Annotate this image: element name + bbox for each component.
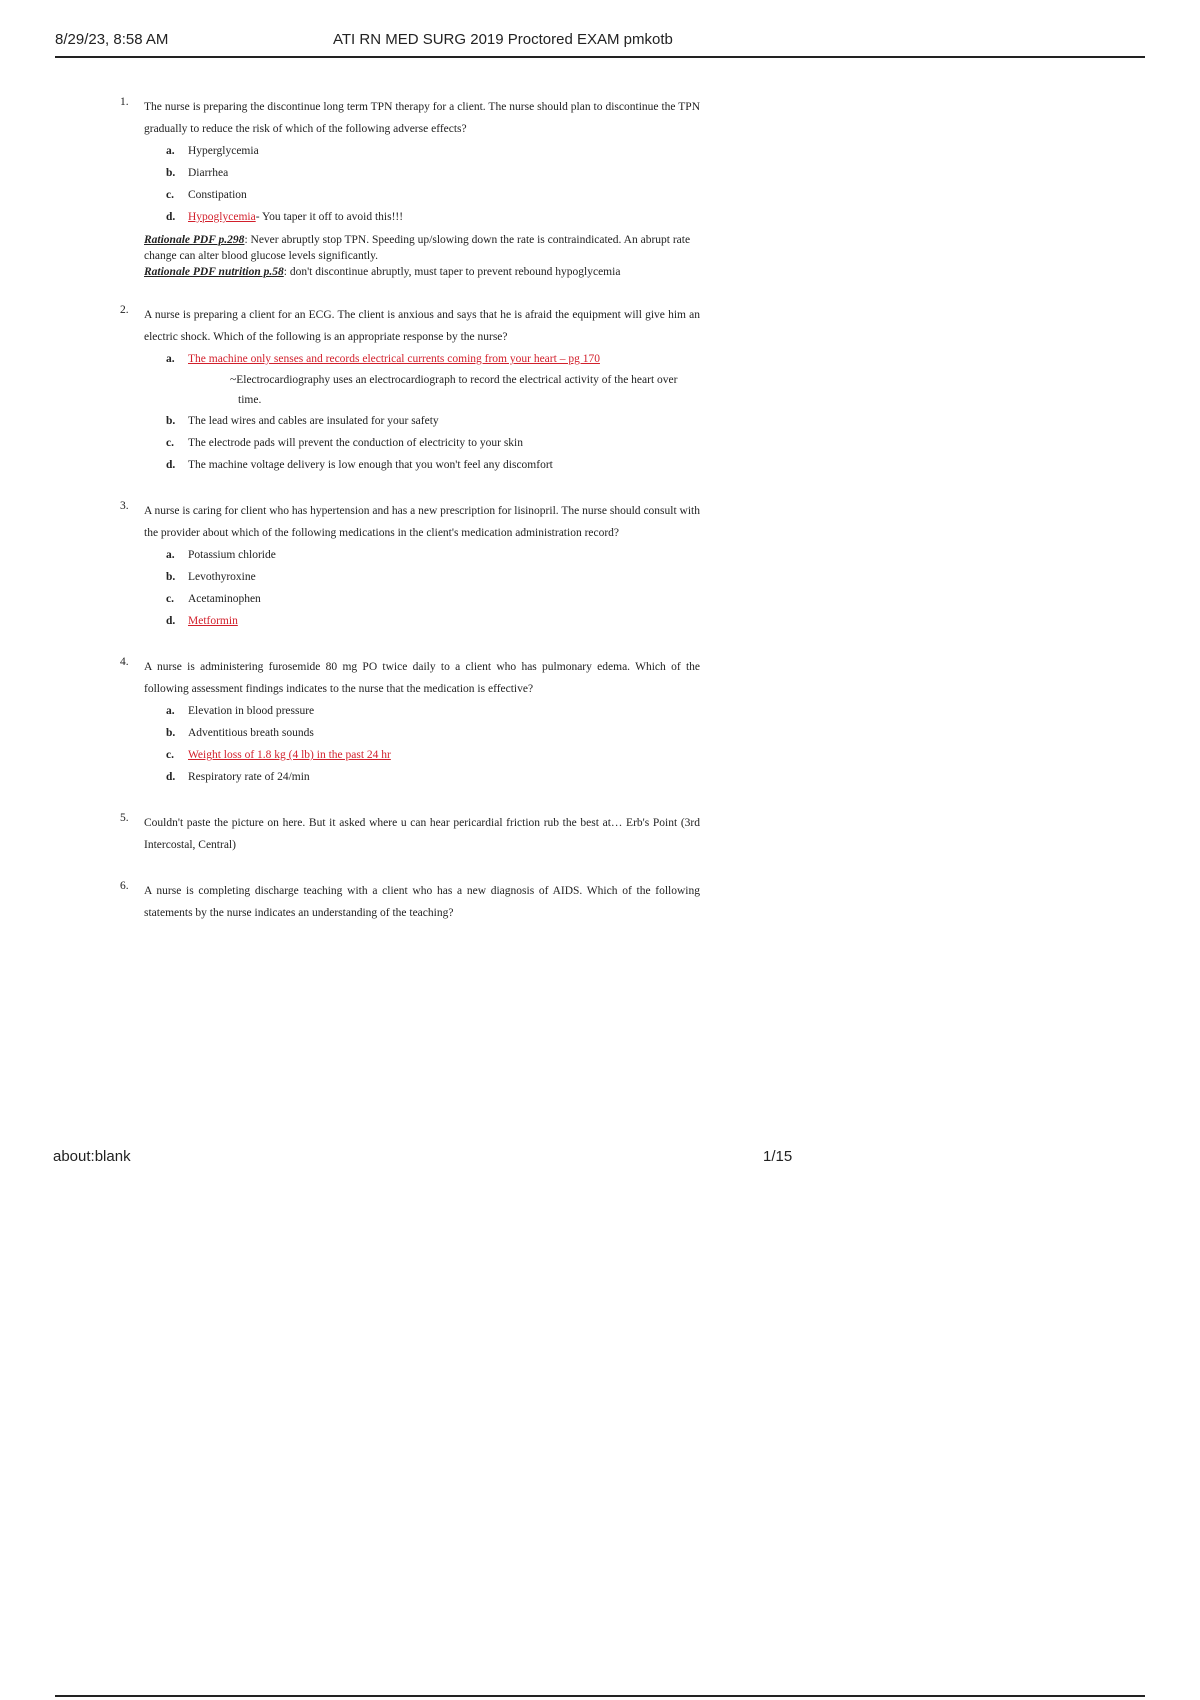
option-letter: b. bbox=[166, 167, 176, 179]
question-5 bbox=[120, 812, 700, 856]
correct-answer-text: Metformin bbox=[188, 615, 238, 627]
option-letter: c. bbox=[166, 189, 174, 201]
option-c-correct bbox=[166, 744, 700, 766]
option-text: Hyperglycemia bbox=[188, 145, 259, 157]
option-text: Elevation in blood pressure bbox=[188, 705, 315, 717]
option-a bbox=[166, 700, 700, 722]
option-letter: c. bbox=[166, 437, 174, 449]
question-stem: A nurse is administering furosemide 80 mg PO twice daily to a client who has pulmonary edema. Which of the following assessment findings indicates to the nurse that the medication is effective? bbox=[144, 661, 700, 695]
option-letter: a. bbox=[166, 353, 175, 365]
option-a bbox=[166, 140, 700, 162]
option-d-correct bbox=[166, 206, 700, 228]
option-letter: c. bbox=[166, 749, 174, 761]
correct-answer-text: Hypoglycemia bbox=[188, 211, 256, 223]
option-letter: d. bbox=[166, 459, 176, 471]
option-letter: b. bbox=[166, 727, 176, 739]
rationale-label: Rationale PDF p.298 bbox=[144, 234, 245, 246]
document-title: ATI RN MED SURG 2019 Proctored EXAM pmkotb bbox=[333, 31, 673, 48]
rationale-label: Rationale PDF nutrition p.58 bbox=[144, 266, 284, 278]
question-6 bbox=[120, 880, 700, 924]
question-3 bbox=[120, 500, 700, 632]
option-text: Levothyroxine bbox=[188, 571, 256, 583]
footer-url: about:blank bbox=[53, 1148, 131, 1165]
print-header bbox=[55, 28, 1145, 58]
correct-answer-text: The machine only senses and records electrical currents coming from your heart – pg 170 bbox=[188, 353, 600, 365]
option-letter: b. bbox=[166, 571, 176, 583]
option-b bbox=[166, 162, 700, 184]
option-letter: d. bbox=[166, 771, 176, 783]
option-text: Potassium chloride bbox=[188, 549, 276, 561]
print-datetime: 8/29/23, 8:58 AM bbox=[55, 31, 169, 48]
option-d bbox=[166, 766, 700, 788]
option-text: Diarrhea bbox=[188, 167, 229, 179]
rationale-text: : don't discontinue abruptly, must taper to prevent rebound hypoglycemia bbox=[283, 266, 621, 278]
option-c bbox=[166, 432, 700, 454]
rationale-text: : Never abruptly stop TPN. Speeding up/slowing down the rate is contraindicated. An abrupt rate change can alter blood glucose levels significantly. bbox=[144, 234, 691, 262]
question-stem: A nurse is preparing a client for an ECG. The client is anxious and says that he is afraid the equipment will give him an electric shock. Which of the following is an appropriate response by the nurse? bbox=[144, 309, 700, 343]
bottom-rule bbox=[55, 1695, 1145, 1697]
option-letter: d. bbox=[166, 211, 176, 223]
question-stem: A nurse is caring for client who has hypertension and has a new prescription for lisinopril. The nurse should consult with the provider about which of the following medications in the client's medication administration record? bbox=[144, 505, 700, 539]
question-stem: A nurse is completing discharge teaching with a client who has a new diagnosis of AIDS. Which of the following statements by the nurse indicates an understanding of the teaching? bbox=[144, 885, 700, 919]
question-number: 2. bbox=[120, 304, 129, 316]
option-text: Respiratory rate of 24/min bbox=[188, 771, 310, 783]
question-2 bbox=[120, 304, 700, 476]
option-letter: a. bbox=[166, 705, 175, 717]
option-text: Acetaminophen bbox=[188, 593, 261, 605]
document-body bbox=[120, 96, 700, 948]
option-d-correct bbox=[166, 610, 700, 632]
question-stem: The nurse is preparing the discontinue long term TPN therapy for a client. The nurse should plan to discontinue the TPN gradually to reduce the risk of which of the following adverse effects? bbox=[144, 101, 700, 135]
option-b bbox=[166, 566, 700, 588]
option-c bbox=[166, 184, 700, 206]
option-letter: c. bbox=[166, 593, 174, 605]
option-text: The lead wires and cables are insulated for your safety bbox=[188, 415, 439, 427]
option-text: Adventitious breath sounds bbox=[188, 727, 314, 739]
correct-answer-text: Weight loss of 1.8 kg (4 lb) in the past 24 hr bbox=[188, 749, 391, 761]
header-rule bbox=[55, 56, 1145, 58]
question-number: 3. bbox=[120, 500, 129, 512]
option-letter: b. bbox=[166, 415, 176, 427]
option-letter: d. bbox=[166, 615, 176, 627]
option-c bbox=[166, 588, 700, 610]
question-number: 6. bbox=[120, 880, 129, 892]
question-number: 4. bbox=[120, 656, 129, 668]
answer-comment: - You taper it off to avoid this!!! bbox=[255, 211, 404, 223]
question-4 bbox=[120, 656, 700, 788]
answer-note: ~Electrocardiography uses an electrocardiograph to record the electrical activity of the heart over time. bbox=[230, 374, 678, 406]
question-number: 5. bbox=[120, 812, 129, 824]
option-letter: a. bbox=[166, 145, 175, 157]
option-a bbox=[166, 544, 700, 566]
option-text: The electrode pads will prevent the conduction of electricity to your skin bbox=[188, 437, 523, 449]
option-a-correct bbox=[166, 348, 700, 370]
option-text: Constipation bbox=[188, 189, 247, 201]
option-b bbox=[166, 410, 700, 432]
option-d bbox=[166, 454, 700, 476]
question-number: 1. bbox=[120, 96, 129, 108]
question-stem: Couldn't paste the picture on here. But it asked where u can hear pericardial friction rub the best at… Erb's Point (3rd Intercostal, Central) bbox=[144, 817, 700, 851]
option-text: The machine voltage delivery is low enough that you won't feel any discomfort bbox=[188, 459, 553, 471]
option-b bbox=[166, 722, 700, 744]
footer-page-number: 1/15 bbox=[763, 1148, 793, 1165]
rationale bbox=[144, 232, 700, 280]
option-letter: a. bbox=[166, 549, 175, 561]
question-1 bbox=[120, 96, 700, 280]
